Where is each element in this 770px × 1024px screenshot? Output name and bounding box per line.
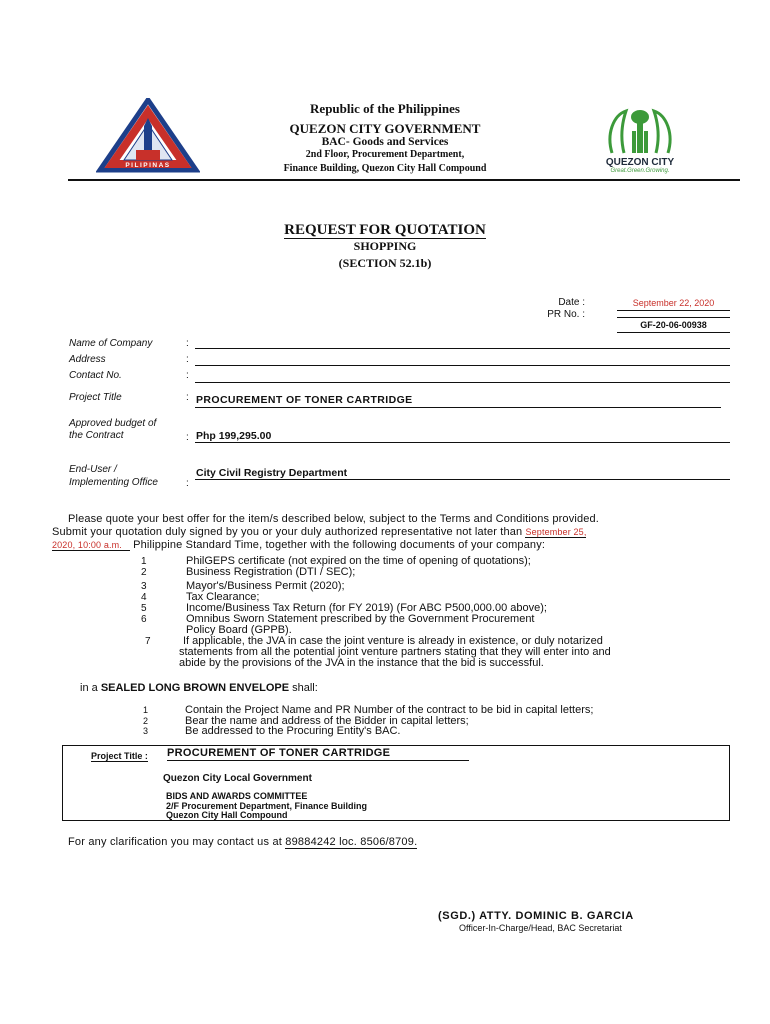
contact-label: Contact No. <box>69 370 122 381</box>
project-line <box>195 407 721 408</box>
pr-value-line <box>617 332 730 333</box>
date-value-line <box>617 310 730 311</box>
box-project-label: Project Title : <box>91 751 148 761</box>
header-city-government: QUEZON CITY GOVERNMENT <box>289 121 481 136</box>
address-colon: : <box>186 354 189 365</box>
box-project-value: PROCUREMENT OF TONER CARTRIDGE <box>167 747 391 759</box>
logo-tagline: Great.Green.Growing. <box>610 168 670 174</box>
deadline-time: 2020, 10:00 a.m. <box>52 540 130 551</box>
envelope-text-a: in a <box>80 682 98 694</box>
enduser-label-1: End-User / <box>69 464 117 475</box>
address-label: Address <box>69 354 106 365</box>
para-line-1: Please quote your best offer for the item/s described below, subject to the Terms and Conditions provided. <box>68 513 599 525</box>
signatory-title: Officer-In-Charge/Head, BAC Secretariat <box>459 923 622 933</box>
envelope-text-c: shall: <box>292 682 318 694</box>
header-floor: 2nd Floor, Procurement Department, <box>305 149 465 160</box>
budget-colon: : <box>186 432 189 443</box>
header-republic: Republic of the Philippines <box>310 101 460 116</box>
title-section: (SECTION 52.1b) <box>338 256 432 270</box>
contact-field[interactable] <box>195 370 730 383</box>
contact-number[interactable]: 89884242 loc. 8506/8709. <box>285 836 418 848</box>
enduser-colon: : <box>186 478 189 489</box>
box-department: 2/F Procurement Department, Finance Building <box>166 801 368 811</box>
company-colon: : <box>186 338 189 349</box>
project-label: Project Title <box>69 392 122 403</box>
title-main-text: REQUEST FOR QUOTATION <box>284 222 486 238</box>
quezon-city-logo-icon <box>592 103 688 159</box>
company-label: Name of Company <box>69 338 153 349</box>
right-logo <box>592 103 688 177</box>
budget-value: Php 199,295.00 <box>196 430 272 442</box>
pr-label: PR No. : <box>547 309 585 320</box>
enduser-label-2: Implementing Office <box>69 477 158 488</box>
header-building: Finance Building, Quezon City Hall Compound <box>283 163 487 174</box>
logo-ring-bottom-text: PILIPINAS <box>125 162 171 169</box>
address-field[interactable] <box>195 353 730 366</box>
para-line-3-text: Philippine Standard Time, together with the following documents of your company: <box>133 539 546 551</box>
box-government: Quezon City Local Government <box>163 773 312 784</box>
project-colon: : <box>186 392 189 403</box>
para-line-3 <box>52 539 545 551</box>
signatory-name: (SGD.) ATTY. DOMINIC B. GARCIA <box>438 910 634 922</box>
contact-line <box>68 836 417 848</box>
envelope-label-box <box>62 745 730 821</box>
budget-label-2: the Contract <box>69 430 124 441</box>
date-value: September 22, 2020 <box>632 298 715 308</box>
contact-colon: : <box>186 370 189 381</box>
company-field[interactable] <box>195 336 730 349</box>
budget-line <box>195 442 730 443</box>
logo-city-name: QUEZON CITY <box>605 157 675 168</box>
pr-value: GF-20-06-00938 <box>640 320 707 330</box>
title-shopping: SHOPPING <box>353 239 417 253</box>
box-project-line <box>167 760 469 761</box>
para-line-2 <box>52 526 586 538</box>
para-line-2-text: Submit your quotation duly signed by you or your duly authorized representative not later than <box>52 526 523 538</box>
box-compound: Quezon City Hall Compound <box>166 810 288 820</box>
budget-label-1: Approved budget of <box>69 418 157 429</box>
header-divider <box>68 179 740 181</box>
contact-text: For any clarification you may contact us at <box>68 836 283 848</box>
enduser-value: City Civil Registry Department <box>196 467 348 479</box>
title-main <box>0 222 770 239</box>
header-bac: BAC- Goods and Services <box>321 136 449 148</box>
box-committee: BIDS AND AWARDS COMMITTEE <box>166 791 308 801</box>
envelope-line <box>80 682 318 694</box>
envelope-text-b: SEALED LONG BROWN ENVELOPE <box>100 682 290 694</box>
enduser-line <box>195 479 730 480</box>
project-value: PROCUREMENT OF TONER CARTRIDGE <box>196 394 413 406</box>
date-label: Date : <box>558 297 585 308</box>
pr-top-line <box>617 317 730 318</box>
deadline-date: September 25, <box>525 527 587 537</box>
